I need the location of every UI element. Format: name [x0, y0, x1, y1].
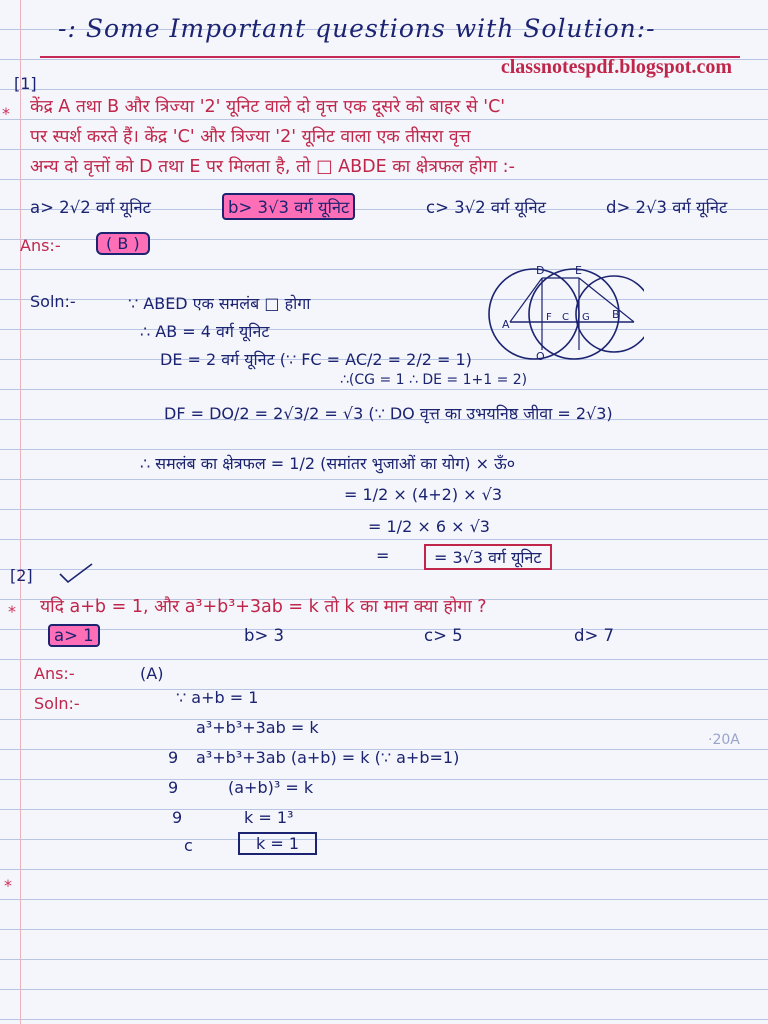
- question-1-number: [1]: [14, 74, 37, 93]
- diagram-label-a: A: [502, 318, 510, 331]
- question-1-soln-label: Soln:-: [30, 292, 76, 311]
- diagram-label-d: D: [536, 264, 545, 277]
- diagram-label-c: C: [562, 312, 569, 323]
- diagram-label-g: G: [582, 312, 590, 323]
- question-1-line-2: पर स्पर्श करते हैं। केंद्र 'C' और त्रिज्या '2' यूनिट वाला एक तीसरा वृत्त: [30, 127, 471, 147]
- question-1-solution-line-9-prefix: =: [376, 546, 390, 565]
- faded-side-note: ·20A: [708, 732, 740, 748]
- question-2-option-b[interactable]: b> 3: [244, 626, 285, 645]
- question-2-option-a[interactable]: a> 1: [48, 624, 100, 647]
- question-2-option-c[interactable]: c> 5: [424, 626, 463, 645]
- question-1-option-b[interactable]: b> 3√3 वर्ग यूनिट: [222, 193, 355, 220]
- question-1-option-d[interactable]: d> 2√3 वर्ग यूनिट: [606, 198, 728, 217]
- question-1-line-3: अन्य दो वृत्तों को D तथा E पर मिलता है, तो □ ABDE का क्षेत्रफल होगा :-: [30, 157, 515, 177]
- question-2-text: यदि a+b = 1, और a³+b³+3ab = k तो k का मान क्या होगा ?: [40, 597, 487, 617]
- question-2-final-answer-box: k = 1: [238, 832, 317, 855]
- question-1-answer: ( B ): [96, 232, 150, 255]
- question-1-solution-line-7: = 1/2 × (4+2) × √3: [344, 485, 503, 504]
- question-1-star: *: [2, 104, 10, 123]
- question-2-solution-line-2: a³+b³+3ab = k: [196, 718, 319, 737]
- question-1-solution-line-6: ∴ समलंब का क्षेत्रफल = 1/2 (समांतर भुजाओं का योग) × ऊँ०: [140, 454, 516, 473]
- question-1-line-1: केंद्र A तथा B और त्रिज्या '2' यूनिट वाले दो वृत्त एक दूसरे को बाहर से 'C': [30, 97, 506, 117]
- question-2-solution-line-1: ∵ a+b = 1: [176, 688, 259, 707]
- question-2-answer: (A): [140, 664, 164, 683]
- question-2-solution-line-3: a³+b³+3ab (a+b) = k (∵ a+b=1): [196, 748, 460, 767]
- question-1-solution-line-8: = 1/2 × 6 × √3: [368, 517, 490, 536]
- question-2-margin-mark-1: 9: [168, 748, 179, 767]
- question-2-margin-mark-3: 9: [172, 808, 183, 827]
- diagram-label-e: E: [575, 264, 582, 277]
- question-2-margin-mark-4: c: [184, 836, 193, 855]
- notebook-margin-line: [20, 0, 21, 1024]
- question-1-solution-line-1: ∵ ABED एक समलंब □ होगा: [128, 294, 311, 313]
- diagram-label-f: F: [546, 312, 552, 323]
- diagram-label-b: B: [612, 308, 620, 321]
- question-2-option-d[interactable]: d> 7: [574, 626, 615, 645]
- question-2-ans-label: Ans:-: [34, 664, 75, 683]
- question-2-number: [2]: [10, 566, 33, 585]
- question-2-star: *: [8, 602, 16, 621]
- question-2-solution-line-4: (a+b)³ = k: [228, 778, 314, 797]
- question-1-final-answer-box: = 3√3 वर्ग यूनिट: [424, 544, 552, 570]
- question-1-solution-line-4: ∴(CG = 1 ∴ DE = 1+1 = 2): [340, 372, 528, 388]
- question-1-ans-label: Ans:-: [20, 236, 61, 255]
- question-2-solution-line-5: k = 1³: [244, 808, 294, 827]
- question-1-option-a[interactable]: a> 2√2 वर्ग यूनिट: [30, 198, 151, 217]
- question-2-margin-mark-2: 9: [168, 778, 179, 797]
- question-3-star: *: [4, 876, 12, 895]
- question-1-solution-line-3: DE = 2 वर्ग यूनिट (∵ FC = AC/2 = 2/2 = 1): [160, 350, 472, 369]
- tick-mark-icon: [58, 562, 94, 584]
- diagram-label-o: O: [536, 350, 545, 362]
- page-title: -: Some Important questions with Solution:-: [58, 14, 656, 43]
- blog-watermark: classnotespdf.blogspot.com: [500, 56, 732, 78]
- question-1-option-c[interactable]: c> 3√2 वर्ग यूनिट: [426, 198, 546, 217]
- three-circles-diagram: [474, 262, 644, 362]
- question-1-solution-line-2: ∴ AB = 4 वर्ग यूनिट: [140, 322, 270, 341]
- question-2-soln-label: Soln:-: [34, 694, 80, 713]
- question-1-solution-line-5: DF = DO/2 = 2√3/2 = √3 (∵ DO वृत्त का उभयनिष्ठ जीवा = 2√3): [164, 404, 613, 423]
